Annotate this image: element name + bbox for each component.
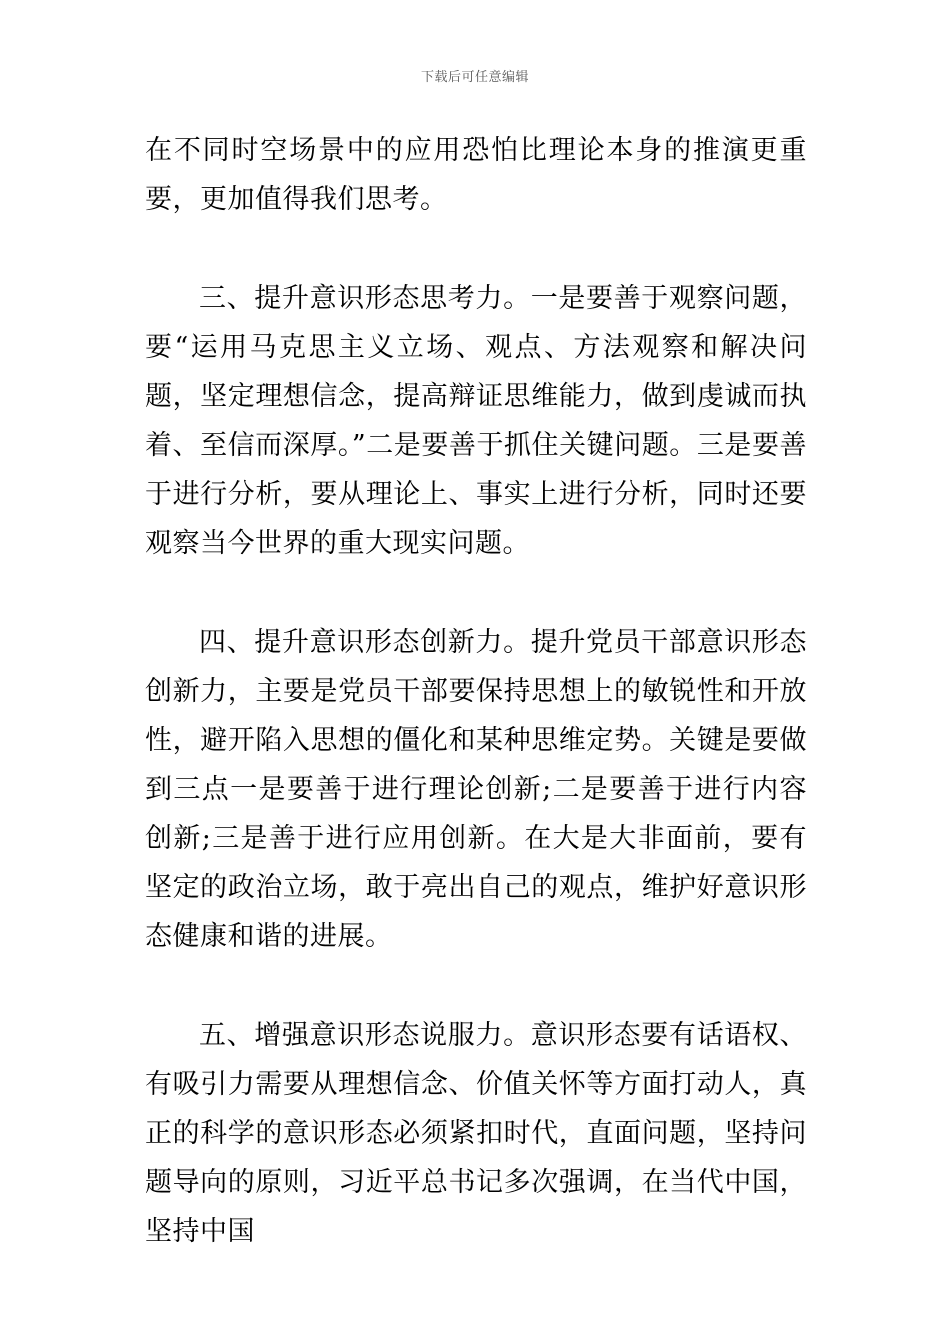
paragraph-section-4: 四、提升意识形态创新力。提升党员干部意识形态创新力，主要是党员干部要保持思想上的敏锐性和开放性，避开陷入思想的僵化和某种思维定势。关键是要做到三点一是要善于进行理论创新;二是要善于进行内容创新;三是善于进行应用创新。在大是大非面前，要有坚定的政治立场，敢于亮出自己的观点，维护好意识形态健康和谐的进展。 [145, 627, 807, 952]
paragraph-gap [145, 568, 807, 618]
page-header: 下载后可任意编辑 [420, 70, 529, 85]
document-body [145, 126, 807, 1256]
paragraph-continuation: 在不同时空场景中的应用恐怕比理论本身的推演更重要，更加值得我们思考。 [145, 135, 807, 215]
paragraph-gap [145, 961, 807, 1011]
paragraph-section-5: 五、增强意识形态说服力。意识形态要有话语权、有吸引力需要从理想信念、价值关怀等方面打动人，真正的科学的意识形态必须紧扣时代，直面问题，坚持问题导向的原则，习近平总书记多次强调，在当代中国，坚持中国 [145, 1020, 807, 1247]
paragraph-gap [145, 224, 807, 274]
paragraph-section-3: 三、提升意识形态思考力。一是要善于观察问题，要“运用马克思主义立场、观点、方法观察和解决问题，坚定理想信念，提高辩证思维能力，做到虔诚而执着、至信而深厚。”二是要善于抓住关键问题。三是要善于进行分析，要从理论上、事实上进行分析，同时还要观察当今世界的重大现实问题。 [145, 283, 807, 559]
